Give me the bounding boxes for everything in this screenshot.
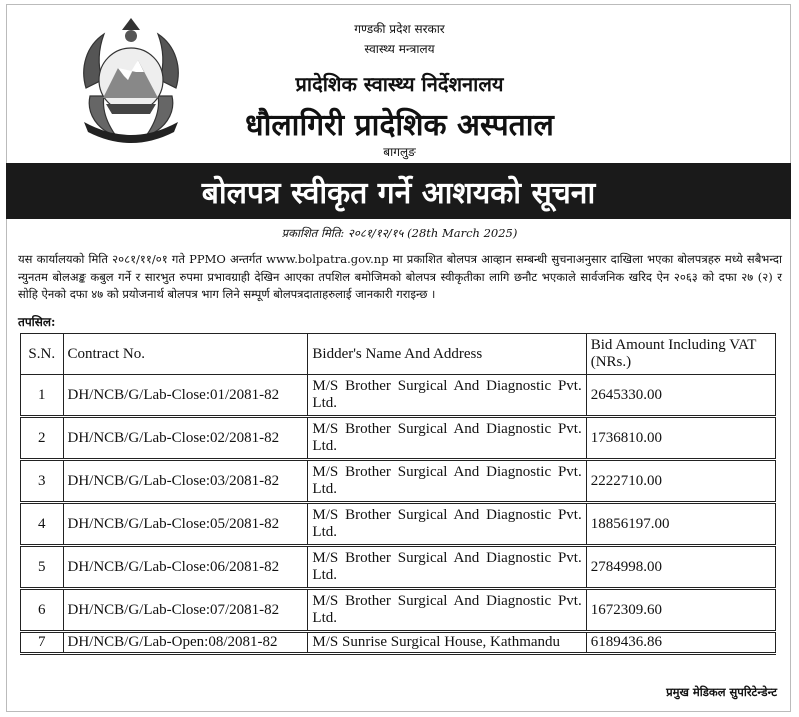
table-header-row xyxy=(21,334,776,375)
cell-contract: DH/NCB/G/Lab-Open:08/2081-82 xyxy=(63,632,308,654)
cell-contract: DH/NCB/G/Lab-Close:03/2081-82 xyxy=(63,460,308,503)
cell-contract: DH/NCB/G/Lab-Close:02/2081-82 xyxy=(63,417,308,460)
cell-bidder: M/S Brother Surgical And Diagnostic Pvt. Ltd. xyxy=(308,589,586,632)
cell-sn: 1 xyxy=(21,375,64,417)
cell-bidder: M/S Brother Surgical And Diagnostic Pvt. Ltd. xyxy=(308,546,586,589)
table-row xyxy=(21,460,776,503)
column-header-amount: Bid Amount Including VAT (NRs.) xyxy=(586,334,775,375)
cell-sn: 6 xyxy=(21,589,64,632)
notice-title: बोलपत्र स्वीकृत गर्ने आशयको सूचना xyxy=(201,175,596,211)
cell-amount: 2784998.00 xyxy=(586,546,775,589)
table-row xyxy=(21,417,776,460)
cell-amount: 2645330.00 xyxy=(586,375,775,417)
cell-sn: 3 xyxy=(21,460,64,503)
district-name: बागलुङ xyxy=(383,145,416,159)
cell-amount: 2222710.00 xyxy=(586,460,775,503)
cell-sn: 5 xyxy=(21,546,64,589)
published-date: प्रकाशित मिति: २०८१/१२/१५ (28th March 2025) xyxy=(281,226,518,240)
column-header-contract: Contract No. xyxy=(63,334,308,375)
cell-amount: 18856197.00 xyxy=(586,503,775,546)
table-row xyxy=(21,546,776,589)
cell-bidder: M/S Sunrise Surgical House, Kathmandu xyxy=(308,632,586,654)
table-row xyxy=(21,632,776,654)
cell-contract: DH/NCB/G/Lab-Close:05/2081-82 xyxy=(63,503,308,546)
bids-table xyxy=(20,333,776,655)
cell-bidder: M/S Brother Surgical And Diagnostic Pvt. Ltd. xyxy=(308,460,586,503)
cell-sn: 4 xyxy=(21,503,64,546)
cell-amount: 6189436.86 xyxy=(586,632,775,654)
cell-bidder: M/S Brother Surgical And Diagnostic Pvt. Ltd. xyxy=(308,375,586,417)
cell-sn: 2 xyxy=(21,417,64,460)
table-row xyxy=(21,503,776,546)
notice-title-banner xyxy=(6,163,791,219)
cell-contract: DH/NCB/G/Lab-Close:07/2081-82 xyxy=(63,589,308,632)
cell-contract: DH/NCB/G/Lab-Close:06/2081-82 xyxy=(63,546,308,589)
table-row xyxy=(21,375,776,417)
schedule-label: तपसिल: xyxy=(18,315,56,329)
cell-bidder: M/S Brother Surgical And Diagnostic Pvt. Ltd. xyxy=(308,503,586,546)
column-header-sn: S.N. xyxy=(21,334,64,375)
cell-amount: 1736810.00 xyxy=(586,417,775,460)
cell-bidder: M/S Brother Surgical And Diagnostic Pvt. Ltd. xyxy=(308,417,586,460)
directorate-name: प्रादेशिक स्वास्थ्य निर्देशनालय xyxy=(295,72,504,96)
cell-amount: 1672309.60 xyxy=(586,589,775,632)
notice-body: यस कार्यालयको मिति २०८१/११/०१ गते PPMO अन्तर्गत www.bolpatra.gov.np मा प्रकाशित बोलपत्र आव्हान सम्बन्धी सुचनाअनुसार दाखिला भएका बोलपत्रहरु मध्ये सबैभन्दा न्युनतम बोलअङ्क कबुल गर्ने र सारभुत रुपमा प्रभावग्राही देखिन आएका तपशिल बमोजिमको बोलपत्र स्वीकृतीका लागि छनौट भएकाले सार्वजनिक खरिद ऐन २०६३ को दफा २७ (२) र सोहि ऐनको दफा ४७ को प्रयोजनार्थ बोलपत्र भाग लिने सम्पूर्ण बोलपत्रदाताहरुलाई जानकारी गराइन्छ । xyxy=(18,252,782,301)
column-header-bidder: Bidder's Name And Address xyxy=(308,334,586,375)
signatory-title: प्रमुख मेडिकल सुपरिटेन्डेन्ट xyxy=(666,685,777,699)
cell-sn: 7 xyxy=(21,632,64,654)
table-row xyxy=(21,589,776,632)
hospital-name: धौलागिरी प्रादेशिक अस्पताल xyxy=(245,108,554,143)
government-name: गण्डकी प्रदेश सरकार xyxy=(354,22,445,36)
cell-contract: DH/NCB/G/Lab-Close:01/2081-82 xyxy=(63,375,308,417)
ministry-name: स्वास्थ्य मन्त्रालय xyxy=(364,42,435,56)
